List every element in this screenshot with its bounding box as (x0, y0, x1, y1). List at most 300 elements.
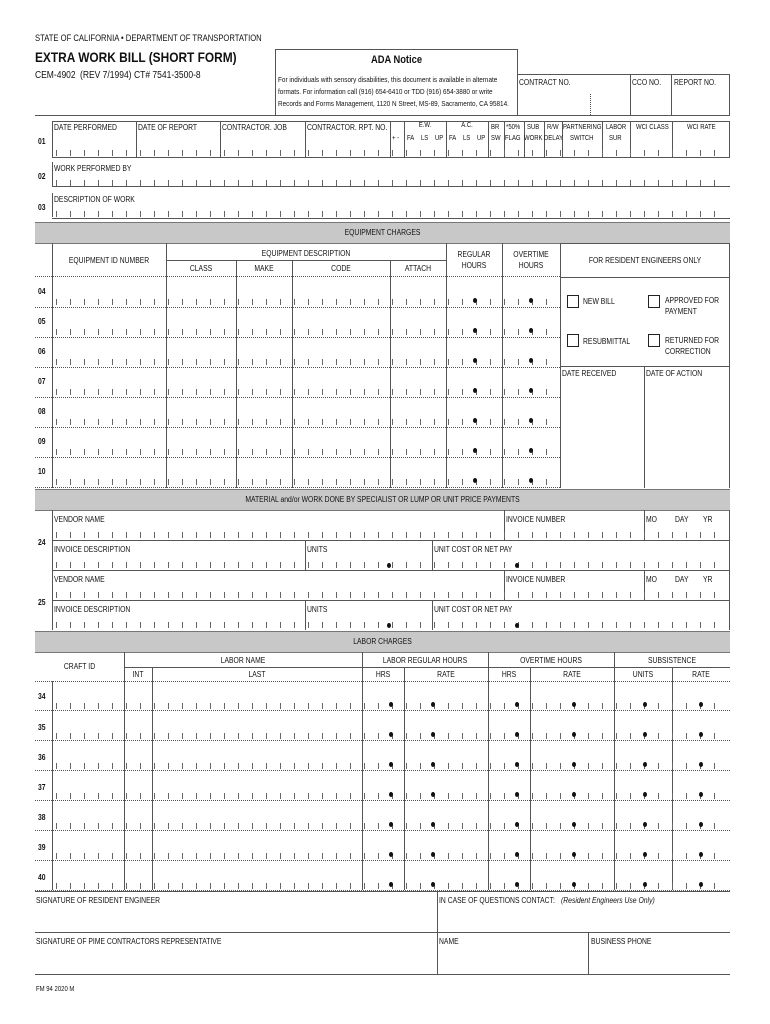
comb-tick-row02 (140, 180, 141, 186)
decimal-dot-overtime (529, 298, 533, 303)
comb-tick-labor (406, 853, 407, 859)
comb-tick-material (126, 622, 127, 628)
comb-tick-material (378, 622, 379, 628)
comb-tick-equip (364, 359, 365, 365)
comb-tick-equip (546, 419, 547, 425)
comb-tick-labor (630, 883, 631, 889)
comb-tick-equip (154, 479, 155, 485)
comb-tick-material (238, 592, 239, 598)
comb-tick-equip (420, 479, 421, 485)
comb-tick-equip (308, 479, 309, 485)
comb-tick-labor (616, 793, 617, 799)
comb-tick-material (294, 622, 295, 628)
form-title: EXTRA WORK BILL (SHORT FORM) (35, 49, 237, 65)
comb-tick-material (490, 592, 491, 598)
decimal-dot-overtime (529, 358, 533, 363)
comb-tick-labor (238, 703, 239, 709)
comb-tick-labor (126, 703, 127, 709)
approved-checkbox[interactable] (648, 295, 660, 308)
equip-row-rule (35, 487, 560, 488)
comb-tick-material (56, 562, 57, 568)
comb-tick-material (644, 592, 645, 598)
comb-tick-material (406, 532, 407, 538)
comb-tick-equip (266, 479, 267, 485)
comb-tick-material (616, 562, 617, 568)
comb-tick-labor (490, 883, 491, 889)
comb-tick-material (182, 532, 183, 538)
comb-tick-labor (210, 883, 211, 889)
comb-tick-labor (616, 853, 617, 859)
comb-tick-material (700, 622, 701, 628)
comb-tick-row02 (406, 180, 407, 186)
comb-tick-equip (210, 419, 211, 425)
comb-tick-material (546, 562, 547, 568)
labor-row-36: 36 (38, 753, 46, 762)
comb-tick-equip (98, 389, 99, 395)
comb-tick-labor (462, 703, 463, 709)
comb-tick-labor (490, 763, 491, 769)
comb-tick-labor (658, 853, 659, 859)
comb-tick-labor (252, 883, 253, 889)
craft-id-label: CRAFT ID (63, 662, 96, 671)
comb-tick-labor (602, 823, 603, 829)
comb-tick-equip (406, 299, 407, 305)
comb-tick-row01 (602, 150, 603, 156)
work-performed-by-label: WORK PERFORMED BY (54, 164, 132, 173)
comb-tick-labor (266, 703, 267, 709)
comb-tick-material (168, 532, 169, 538)
labor-sub-rule (124, 667, 730, 668)
comb-tick-equip (322, 449, 323, 455)
row-01-bottom (52, 157, 730, 158)
flag-label: FLAG (505, 135, 521, 142)
equipment-band-title: EQUIPMENT CHARGES (344, 228, 421, 237)
comb-tick-row03 (560, 211, 561, 217)
signature-bottom-rule (35, 974, 730, 975)
comb-tick-equip (210, 449, 211, 455)
comb-tick-labor (616, 733, 617, 739)
comb-tick-labor (476, 763, 477, 769)
comb-tick-labor (504, 703, 505, 709)
comb-tick-row01 (504, 150, 505, 156)
comb-tick-equip (266, 359, 267, 365)
comb-tick-material (140, 592, 141, 598)
row-02-bottom (52, 186, 730, 187)
comb-tick-row03 (616, 211, 617, 217)
comb-tick-row03 (532, 211, 533, 217)
equip-col-overtime (502, 243, 503, 488)
comb-tick-equip (196, 299, 197, 305)
comb-tick-material (686, 532, 687, 538)
comb-tick-row03 (210, 211, 211, 217)
unit-cost-label-25: UNIT COST OR NET PAY (434, 605, 513, 614)
comb-tick-equip (434, 329, 435, 335)
comb-tick-row01 (308, 150, 309, 156)
comb-tick-material (294, 592, 295, 598)
labor-label: LABOR (606, 124, 627, 131)
comb-tick-row01 (252, 150, 253, 156)
comb-tick-row03 (700, 211, 701, 217)
comb-tick-equip (196, 389, 197, 395)
comb-tick-material (252, 562, 253, 568)
comb-tick-labor (630, 853, 631, 859)
comb-tick-material (224, 562, 225, 568)
comb-tick-material (630, 622, 631, 628)
decimal-dot-labor (572, 852, 576, 857)
comb-tick-labor (140, 793, 141, 799)
comb-tick-row03 (448, 211, 449, 217)
row-03-number: 03 (38, 203, 46, 212)
comb-tick-labor (322, 793, 323, 799)
day-label-25: DAY (675, 575, 689, 584)
comb-tick-labor (560, 703, 561, 709)
comb-tick-material (336, 562, 337, 568)
labor-col-reg (362, 652, 363, 890)
comb-tick-labor (308, 733, 309, 739)
comb-tick-labor (448, 883, 449, 889)
row-01-div-4 (390, 121, 391, 157)
equip-col-code (292, 260, 293, 488)
comb-tick-equip (70, 449, 71, 455)
labor-row-37: 37 (38, 783, 46, 792)
comb-tick-equip (392, 299, 393, 305)
comb-tick-labor (378, 763, 379, 769)
comb-tick-equip (392, 449, 393, 455)
equip-row-rule (35, 397, 560, 398)
signature-mid-rule (35, 932, 730, 933)
comb-tick-labor (686, 703, 687, 709)
description-of-work-label: DESCRIPTION OF WORK (54, 195, 135, 204)
comb-tick-labor (98, 883, 99, 889)
comb-tick-labor (210, 763, 211, 769)
comb-tick-material (518, 592, 519, 598)
comb-tick-material (574, 532, 575, 538)
comb-tick-row02 (644, 180, 645, 186)
comb-tick-row03 (588, 211, 589, 217)
decimal-dot-regular (473, 298, 477, 303)
comb-tick-labor (252, 763, 253, 769)
comb-tick-material (616, 622, 617, 628)
comb-tick-material (364, 622, 365, 628)
comb-tick-labor (560, 883, 561, 889)
report-no-label: REPORT NO. (674, 78, 717, 87)
returned-label-2: CORRECTION (665, 347, 711, 356)
comb-tick-equip (280, 329, 281, 335)
comb-tick-labor (196, 823, 197, 829)
comb-tick-material (602, 532, 603, 538)
comb-tick-material (434, 532, 435, 538)
comb-tick-labor (364, 883, 365, 889)
comb-tick-labor (168, 703, 169, 709)
comb-tick-labor (560, 763, 561, 769)
comb-tick-equip (98, 479, 99, 485)
labor-col-ot-rate (530, 667, 531, 890)
sub-work: WORK (524, 135, 543, 142)
approved-label-2: PAYMENT (665, 307, 697, 316)
comb-tick-labor (168, 793, 169, 799)
comb-tick-material (140, 562, 141, 568)
invoice-number-label-25: INVOICE NUMBER (506, 575, 566, 584)
comb-tick-equip (364, 389, 365, 395)
equipment-make-label: MAKE (254, 264, 274, 273)
comb-tick-equip (252, 419, 253, 425)
comb-tick-row03 (308, 211, 309, 217)
equip-row-rule (35, 367, 560, 368)
decimal-dot-labor (643, 702, 647, 707)
comb-tick-labor (98, 853, 99, 859)
comb-tick-labor (168, 853, 169, 859)
comb-tick-material (378, 532, 379, 538)
comb-tick-equip (546, 329, 547, 335)
comb-tick-row02 (378, 180, 379, 186)
comb-tick-row02 (266, 180, 267, 186)
comb-tick-material (266, 622, 267, 628)
comb-tick-labor (56, 703, 57, 709)
comb-tick-equip (70, 419, 71, 425)
comb-tick-labor (532, 793, 533, 799)
comb-tick-labor (70, 733, 71, 739)
comb-tick-labor (476, 703, 477, 709)
comb-tick-equip (504, 449, 505, 455)
comb-tick-equip (434, 359, 435, 365)
returned-checkbox[interactable] (648, 334, 660, 347)
comb-tick-labor (672, 793, 673, 799)
comb-tick-labor (126, 733, 127, 739)
comb-tick-material (462, 622, 463, 628)
approved-label-1: APPROVED FOR (665, 296, 720, 305)
comb-tick-labor (714, 703, 715, 709)
comb-tick-labor (280, 793, 281, 799)
comb-tick-equip (518, 329, 519, 335)
new-bill-checkbox[interactable] (567, 295, 579, 308)
comb-tick-material (686, 562, 687, 568)
comb-tick-row03 (266, 211, 267, 217)
comb-tick-material (56, 532, 57, 538)
comb-tick-equip (56, 389, 57, 395)
comb-tick-labor (238, 853, 239, 859)
yr-label-25: YR (703, 575, 713, 584)
date-of-action-label: DATE OF ACTION (646, 369, 703, 378)
comb-tick-equip (210, 299, 211, 305)
comb-tick-material (574, 622, 575, 628)
comb-tick-row03 (252, 211, 253, 217)
comb-tick-material (266, 592, 267, 598)
name-label: NAME (439, 937, 459, 946)
comb-tick-equip (448, 329, 449, 335)
comb-tick-labor (266, 883, 267, 889)
comb-tick-material (448, 622, 449, 628)
resubmittal-checkbox[interactable] (567, 334, 579, 347)
comb-tick-row01 (140, 150, 141, 156)
decimal-dot-regular (473, 328, 477, 333)
comb-tick-labor (98, 703, 99, 709)
comb-tick-material (308, 622, 309, 628)
comb-tick-equip (238, 299, 239, 305)
comb-tick-labor (196, 763, 197, 769)
comb-tick-equip (322, 299, 323, 305)
comb-tick-material (434, 562, 435, 568)
comb-tick-labor (490, 703, 491, 709)
comb-tick-equip (280, 419, 281, 425)
comb-tick-labor (56, 733, 57, 739)
comb-tick-equip (126, 329, 127, 335)
comb-tick-labor (280, 883, 281, 889)
comb-tick-equip (196, 419, 197, 425)
labor-col-sub (614, 652, 615, 890)
comb-tick-labor (672, 703, 673, 709)
reg-rate-label: RATE (437, 670, 455, 679)
comb-tick-labor (322, 703, 323, 709)
equip-row-rule (35, 337, 560, 338)
comb-tick-equip (280, 299, 281, 305)
comb-tick-labor (448, 793, 449, 799)
decimal-dot-labor (699, 702, 703, 707)
reg-hrs-label: HRS (375, 670, 391, 679)
equip-row-04: 04 (38, 287, 46, 296)
comb-tick-labor (546, 853, 547, 859)
comb-tick-equip (266, 389, 267, 395)
comb-tick-material (560, 622, 561, 628)
comb-tick-material (112, 622, 113, 628)
comb-tick-labor (70, 763, 71, 769)
material-band-title: MATERIAL and/or WORK DONE BY SPECIALIST OR LUMP OR UNIT PRICE PAYMENTS (245, 495, 520, 504)
comb-tick-labor (294, 823, 295, 829)
comb-tick-material (210, 592, 211, 598)
comb-tick-equip (224, 359, 225, 365)
comb-tick-labor (364, 823, 365, 829)
comb-tick-row01 (350, 150, 351, 156)
decimal-dot-labor (515, 882, 519, 887)
comb-tick-labor (168, 733, 169, 739)
comb-tick-row03 (182, 211, 183, 217)
decimal-dot-labor (572, 762, 576, 767)
comb-tick-labor (406, 733, 407, 739)
decimal-dot-labor (699, 882, 703, 887)
comb-tick-row01 (238, 150, 239, 156)
comb-tick-material (210, 532, 211, 538)
overtime-label: OVERTIME (513, 250, 549, 259)
comb-tick-labor (238, 883, 239, 889)
comb-tick-labor (350, 793, 351, 799)
comb-tick-row03 (420, 211, 421, 217)
ew-ls: LS (421, 135, 429, 142)
comb-tick-labor (658, 733, 659, 739)
comb-tick-row02 (672, 180, 673, 186)
comb-tick-row02 (364, 180, 365, 186)
comb-tick-material (322, 592, 323, 598)
comb-tick-row02 (462, 180, 463, 186)
comb-tick-material (672, 592, 673, 598)
comb-tick-equip (294, 329, 295, 335)
resident-engineer-signature-label: SIGNATURE OF RESIDENT ENGINEER (36, 896, 161, 905)
comb-tick-labor (126, 823, 127, 829)
equip-col-left (52, 243, 53, 488)
comb-tick-equip (308, 329, 309, 335)
comb-tick-equip (392, 389, 393, 395)
comb-tick-row01 (168, 150, 169, 156)
comb-tick-equip (378, 389, 379, 395)
business-phone-label: BUSINESS PHONE (591, 937, 652, 946)
decimal-dot-labor (699, 732, 703, 737)
equip-col-class (166, 243, 167, 488)
comb-tick-labor (560, 793, 561, 799)
comb-tick-equip (336, 299, 337, 305)
comb-tick-labor (462, 823, 463, 829)
subsistence-header: SUBSISTENCE (648, 656, 696, 665)
comb-tick-material (238, 622, 239, 628)
comb-tick-labor (602, 793, 603, 799)
comb-tick-equip (392, 419, 393, 425)
comb-tick-labor (294, 883, 295, 889)
comb-tick-row01 (644, 150, 645, 156)
comb-tick-row02 (224, 180, 225, 186)
comb-tick-labor (448, 703, 449, 709)
comb-tick-labor (350, 763, 351, 769)
comb-tick-material (140, 532, 141, 538)
comb-tick-labor (210, 853, 211, 859)
comb-tick-equip (84, 329, 85, 335)
comb-tick-row02 (56, 180, 57, 186)
comb-tick-material (294, 532, 295, 538)
decimal-dot-labor (515, 852, 519, 857)
comb-tick-labor (336, 823, 337, 829)
comb-tick-equip (224, 389, 225, 395)
comb-tick-equip (238, 389, 239, 395)
comb-tick-material (98, 532, 99, 538)
equip-row-05: 05 (38, 317, 46, 326)
pime-signature-label: SIGNATURE OF PIME CONTRACTORS REPRESENTATIVE (36, 937, 222, 946)
comb-tick-equip (224, 449, 225, 455)
comb-tick-labor (336, 733, 337, 739)
decimal-dot-labor (431, 822, 435, 827)
comb-tick-row03 (546, 211, 547, 217)
comb-tick-row03 (70, 211, 71, 217)
yr-label-24: YR (703, 515, 713, 524)
comb-tick-labor (490, 853, 491, 859)
comb-tick-equip (280, 389, 281, 395)
comb-tick-labor (224, 793, 225, 799)
comb-tick-equip (182, 329, 183, 335)
int-label: INT (132, 670, 144, 679)
comb-tick-equip (546, 449, 547, 455)
comb-tick-labor (238, 823, 239, 829)
labor-row-34: 34 (38, 692, 46, 701)
comb-tick-labor (322, 763, 323, 769)
comb-tick-row03 (168, 211, 169, 217)
comb-tick-material (420, 562, 421, 568)
comb-tick-row01 (476, 150, 477, 156)
comb-tick-row01 (280, 150, 281, 156)
comb-tick-row02 (616, 180, 617, 186)
comb-tick-equip (140, 329, 141, 335)
decimal-dot-labor (572, 732, 576, 737)
comb-tick-equip (490, 299, 491, 305)
comb-tick-material (532, 532, 533, 538)
comb-tick-row03 (322, 211, 323, 217)
comb-tick-material (406, 622, 407, 628)
comb-tick-labor (490, 793, 491, 799)
decimal-dot-labor (389, 852, 393, 857)
comb-tick-row02 (168, 180, 169, 186)
comb-tick-labor (364, 793, 365, 799)
comb-tick-equip (224, 479, 225, 485)
comb-tick-equip (392, 329, 393, 335)
comb-tick-equip (336, 389, 337, 395)
comb-tick-equip (140, 419, 141, 425)
comb-tick-labor (420, 703, 421, 709)
comb-tick-equip (378, 449, 379, 455)
ac-up: UP (477, 135, 486, 142)
